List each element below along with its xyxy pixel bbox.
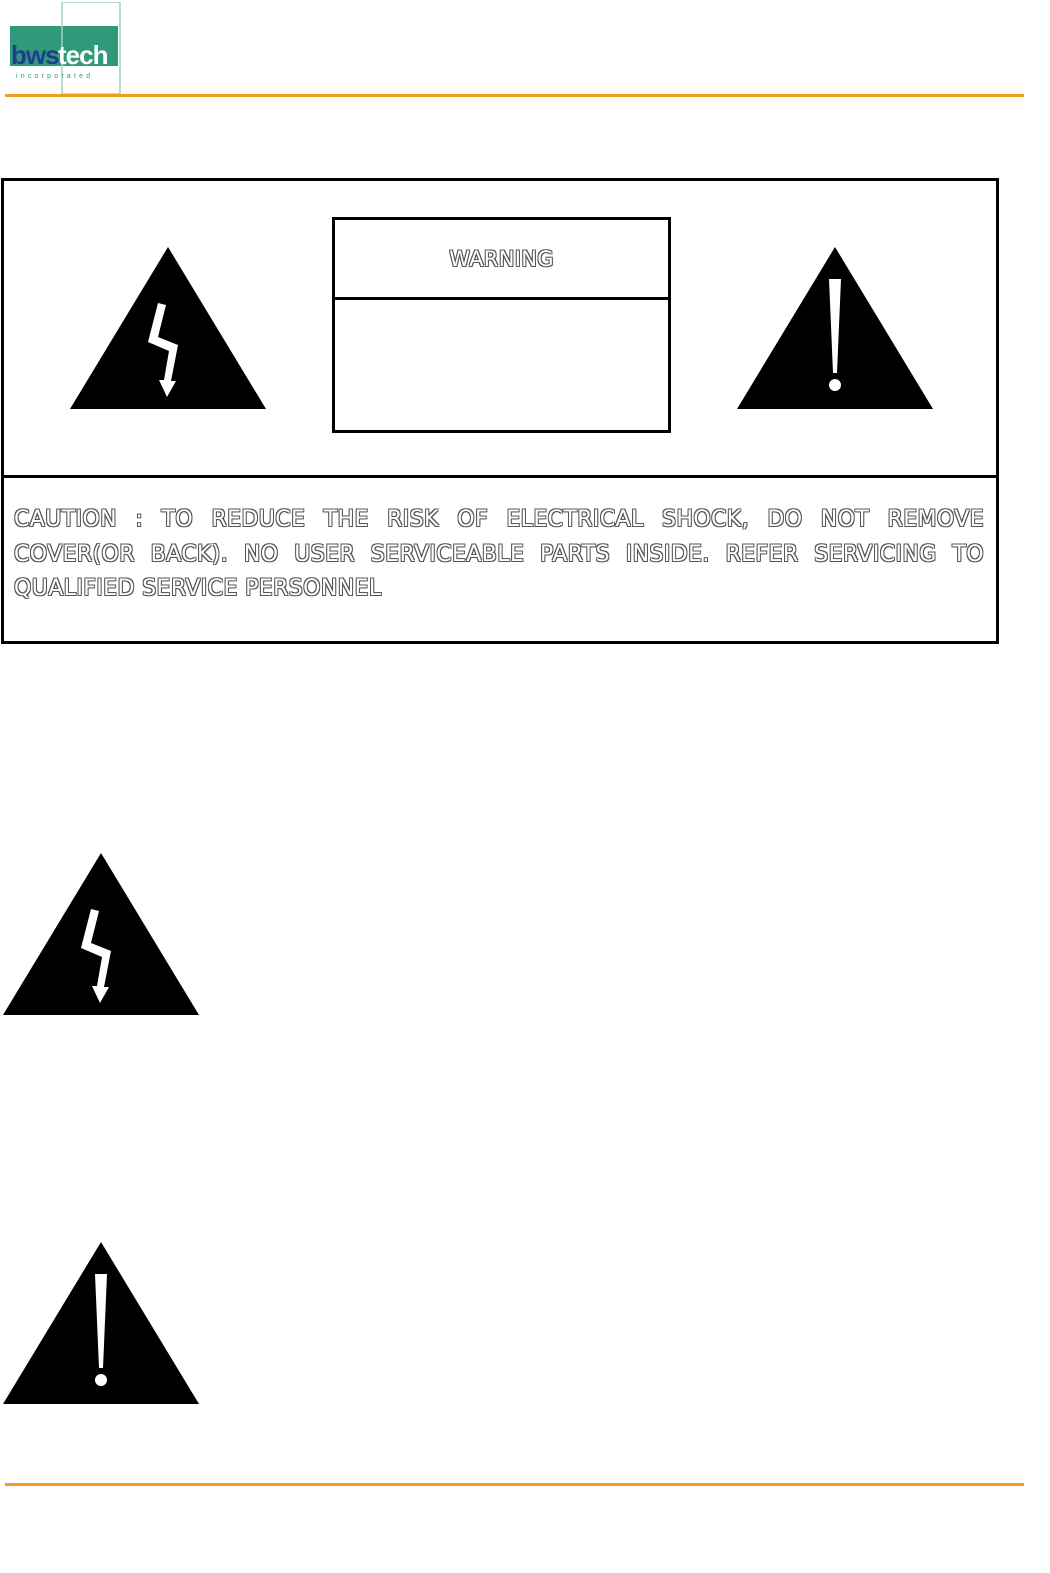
- exclamation-warning-icon: [1, 1240, 201, 1410]
- footer-rule: [5, 1483, 1024, 1486]
- lightning-warning-icon: [1, 851, 201, 1021]
- exclamation-warning-icon: [735, 245, 935, 415]
- header-rule: [5, 94, 1024, 97]
- caution-text: CAUTION : TO REDUCE THE RISK OF ELECTRICAL SHOCK, DO NOT REMOVE COVER(OR BACK). NO USER SERVICEABLE PARTS INSIDE. REFER SERVICING TO QUALIFIED SERVICE PERSONNEL: [14, 507, 984, 601]
- svg-text:tech: tech: [58, 40, 108, 70]
- lightning-warning-icon: [68, 245, 268, 415]
- warning-title: WARNING: [335, 220, 668, 300]
- warning-label: [1, 178, 999, 644]
- warning-panel: [332, 217, 671, 433]
- svg-text:bws: bws: [11, 40, 59, 70]
- company-logo: [6, 2, 122, 94]
- svg-text:incorporated: incorporated: [16, 73, 94, 80]
- label-divider: [4, 475, 996, 478]
